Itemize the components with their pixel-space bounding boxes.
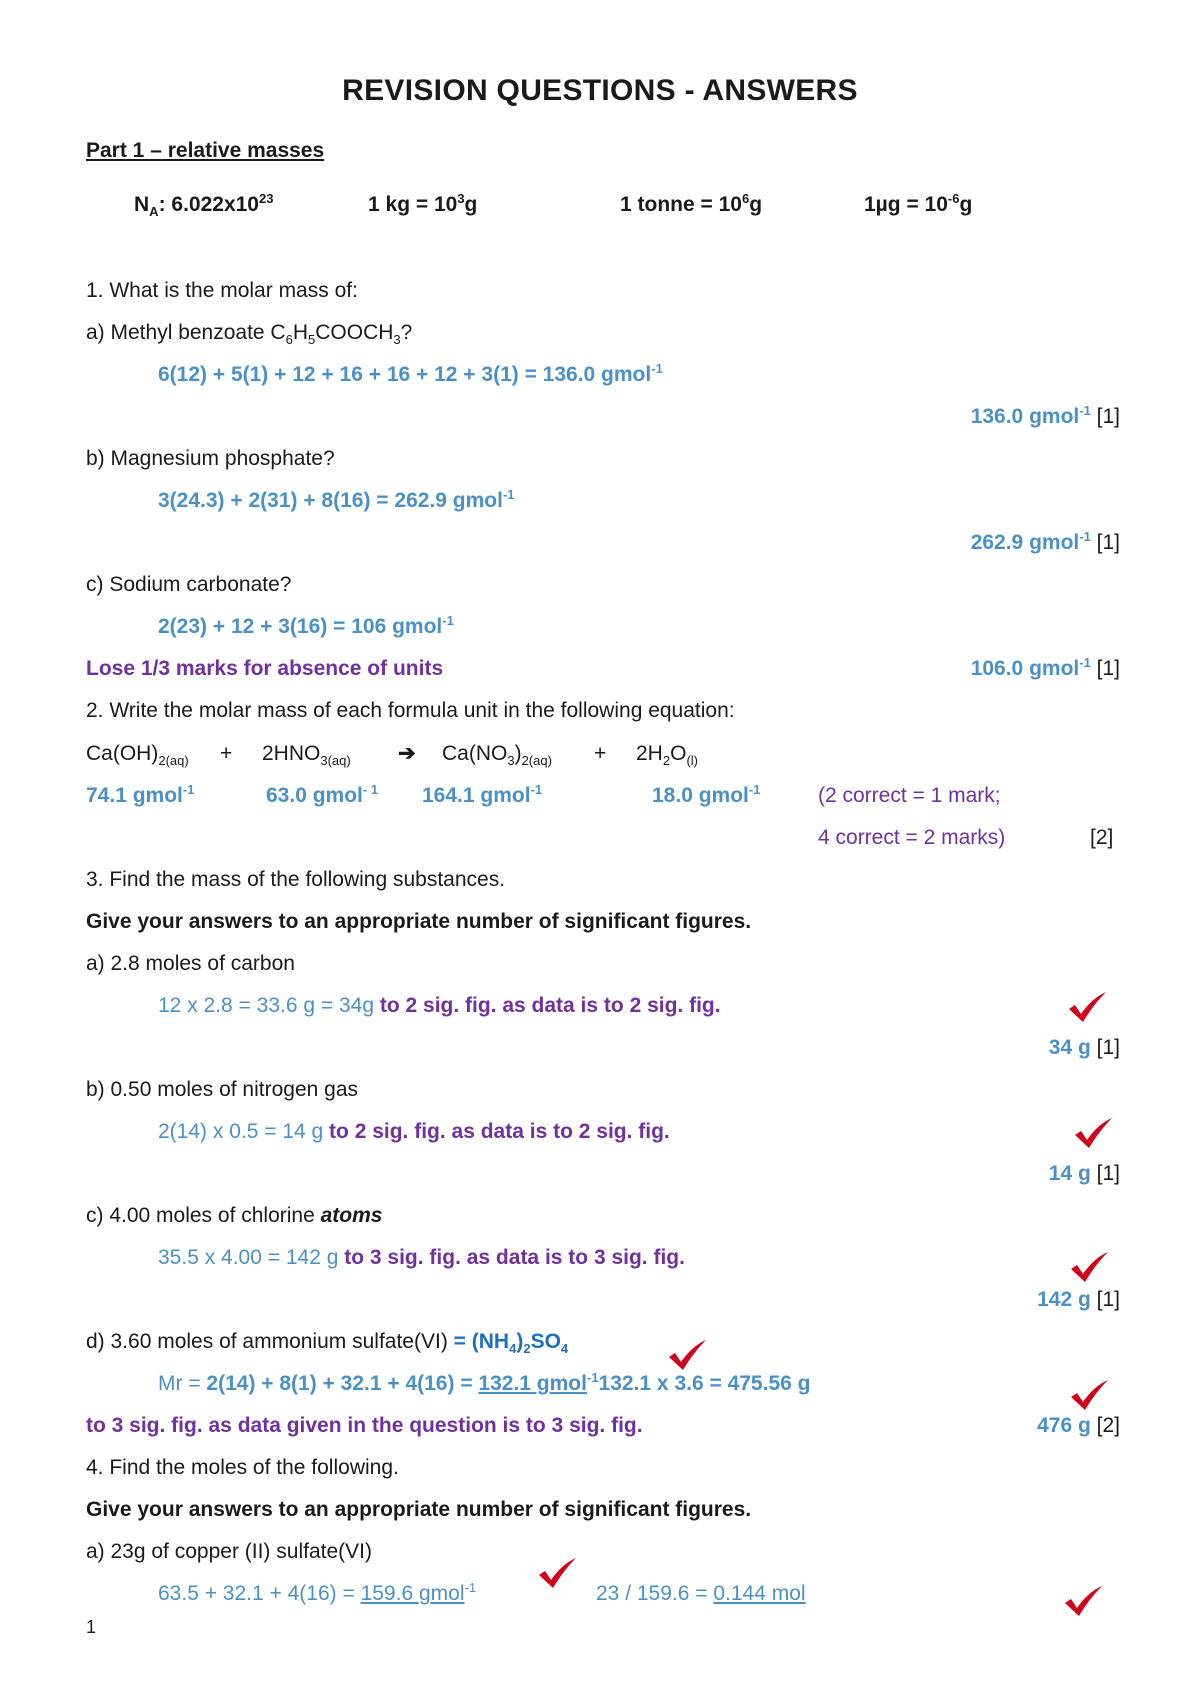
- eq-plus-1: +: [220, 742, 233, 765]
- q1b-question: b) Magnesium phosphate?: [86, 447, 335, 470]
- q1c-marking-note: Lose 1/3 marks for absence of units: [86, 657, 444, 680]
- check-mark-icon: [1072, 1116, 1114, 1150]
- check-mark-icon: [1068, 1378, 1110, 1412]
- q4-stem: 4. Find the moles of the following.: [86, 1456, 399, 1479]
- q2-marking-note-2: 4 correct = 2 marks): [818, 826, 1006, 849]
- q2-stem: 2. Write the molar mass of each formula unit in the following equation:: [86, 699, 735, 722]
- constant-avogadro: $N_A$: $6.022x10^{23}$: [134, 191, 274, 220]
- q2-marking-note-1: (2 correct = 1 mark;: [818, 784, 1001, 807]
- eq-arrow: ➔: [398, 742, 416, 765]
- q1-stem: 1. What is the molar mass of:: [86, 279, 358, 302]
- q3-instruction: Give your answers to an appropriate number of significant figures.: [86, 910, 752, 933]
- q3b-question: b) 0.50 moles of nitrogen gas: [86, 1078, 358, 1101]
- q1b-answer: 262.9 gmol$^{-1}$ [1]: [970, 529, 1120, 554]
- part-heading: Part 1 – relative masses: [86, 139, 325, 162]
- q3c-working: 35.5 x 4.00 = 142 g to 3 sig. fig. as data is to 3 sig. fig.: [158, 1246, 685, 1269]
- check-mark-icon: [1068, 1250, 1110, 1284]
- q2-mass-cano32: 164.1 gmol$^{-1}$: [422, 782, 543, 807]
- q1c-answer: 106.0 gmol$^{-1}$ [1]: [970, 655, 1120, 680]
- q1c-question: c) Sodium carbonate?: [86, 573, 292, 596]
- q3-stem: 3. Find the mass of the following substances.: [86, 868, 506, 891]
- q4a-working-mr: 63.5 + 32.1 + 4(16) = 159.6 gmol$^{-1}$: [158, 1580, 477, 1605]
- q1b-working: 3(24.3) + 2(31) + 8(16) = 262.9 gmol$^{-1}$: [158, 487, 515, 512]
- constant-kg: 1 kg = $10^3g$: [368, 191, 478, 216]
- q2-mass-caoh2: 74.1 gmol$^{-1}$: [86, 782, 195, 807]
- eq-plus-2: +: [594, 742, 607, 765]
- page-title: REVISION QUESTIONS - ANSWERS: [342, 74, 858, 107]
- check-mark-icon: [536, 1556, 578, 1590]
- q2-mass-h2o: 18.0 gmol$^{-1}$: [652, 782, 761, 807]
- q1a-answer: 136.0 gmol$^{-1}$ [1]: [970, 403, 1120, 428]
- q3a-question: a) 2.8 moles of carbon: [86, 952, 295, 975]
- q2-mass-hno3: 63.0 gmol$^{- 1}$: [266, 782, 379, 807]
- q4a-question: a) 23g of copper (II) sulfate(VI): [86, 1540, 372, 1563]
- eq-term-hno3: $2HNO_{3(aq)}$: [262, 742, 351, 769]
- check-mark-icon: [666, 1338, 708, 1372]
- q1a-question: a) Methyl benzoate $C_6H_5COOCH_3$?: [86, 321, 413, 348]
- q1a-working: 6(12) + 5(1) + 12 + 16 + 16 + 12 + 3(1) = 136.0 gmol$^{-1}$: [158, 361, 663, 386]
- eq-term-caoh2: $Ca(OH)_{2(aq)}$: [86, 742, 189, 769]
- page-number: 1: [86, 1617, 97, 1637]
- q1c-working: 2(23) + 12 + 3(16) = 106 gmol$^{-1}$: [158, 613, 454, 638]
- eq-term-cano32: $Ca(NO_3)_{2(aq)}$: [442, 742, 552, 769]
- q4a-working-moles: 23 / 159.6 = 0.144 mol: [596, 1582, 806, 1605]
- check-mark-icon: [1066, 990, 1108, 1024]
- q3a-answer: 34 g [1]: [1048, 1036, 1120, 1059]
- q3d-question: d) 3.60 moles of ammonium sulfate(VI) = $(NH_4)_2SO_4$: [86, 1330, 569, 1357]
- q3c-question: c) 4.00 moles of chlorine atoms: [86, 1204, 383, 1227]
- constant-microgram: $1\mu g = 10^{-6}g$: [864, 191, 973, 216]
- q3d-working: Mr = 2(14) + 8(1) + 32.1 + 4(16) = 132.1 gmol$^{-1}$132.1 x 3.6 = 475.56 g: [158, 1370, 811, 1395]
- q3c-answer: 142 g [1]: [1037, 1288, 1120, 1311]
- q3d-note: to 3 sig. fig. as data given in the question is to 3 sig. fig.: [86, 1414, 643, 1437]
- q2-mark: [2]: [1090, 826, 1114, 849]
- q3b-answer: 14 g [1]: [1048, 1162, 1120, 1185]
- q3a-working: 12 x 2.8 = 33.6 g = 34g to 2 sig. fig. as data is to 2 sig. fig.: [158, 994, 721, 1017]
- check-mark-icon: [1062, 1584, 1104, 1618]
- constant-tonne: 1 tonne = $10^6g$: [620, 191, 763, 216]
- q4-instruction: Give your answers to an appropriate number of significant figures.: [86, 1498, 752, 1521]
- q3d-answer: 476 g [2]: [1037, 1414, 1120, 1437]
- q3b-working: 2(14) x 0.5 = 14 g to 2 sig. fig. as data is to 2 sig. fig.: [158, 1120, 670, 1143]
- eq-term-h2o: $2H_2O_{(l)}$: [636, 742, 698, 769]
